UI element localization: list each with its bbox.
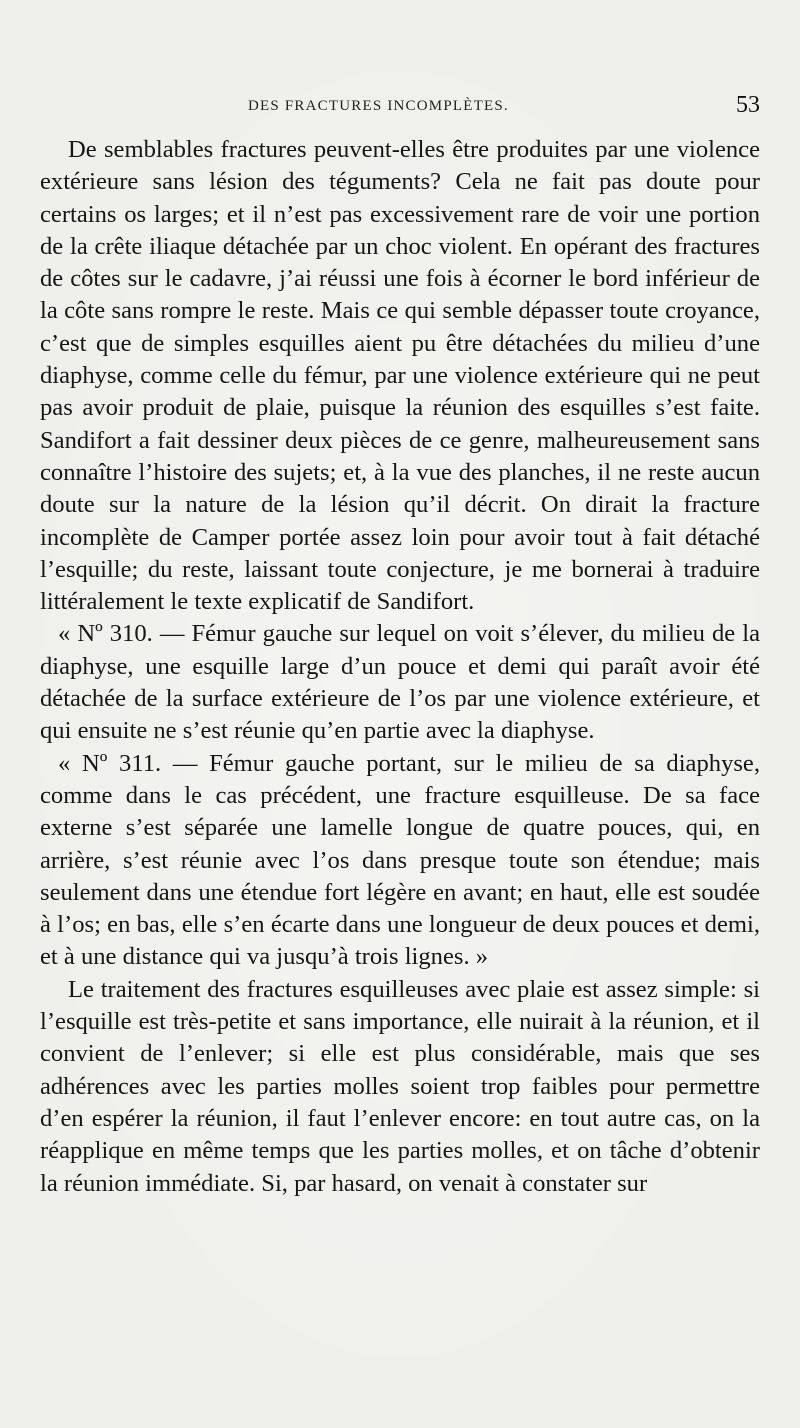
quote-paragraph: « Nº 310. — Fémur gauche sur lequel on voit s’élever, du milieu de la diaphyse, une esquille large d’un pouce et demi qui paraît avoir été détachée de la surface extérieure de l’os par une violence extérieure, et qui ensuite ne s’est réunie qu’en partie avec la diaphyse. bbox=[40, 620, 760, 745]
quote-paragraph: « Nº 311. — Fémur gauche portant, sur le milieu de sa diaphyse, comme dans le cas précédent, une fracture esquilleuse. De sa face externe s’est séparée une lamelle longue de quatre pouces, qui, en arrière, s’est réunie avec l’os dans presque toute son étendue; mais seulement dans une étendue fort légère en avant; en haut, elle est soudée à l’os; en bas, elle s’en écarte dans une longueur de deux pouces et demi, et à une distance qui va jusqu’à trois lignes. » bbox=[40, 749, 760, 971]
page-number: 53 bbox=[736, 92, 760, 118]
running-head: DES FRACTURES INCOMPLÈTES. bbox=[248, 98, 509, 114]
paragraph: De semblables fractures peuvent-elles être produites par une violence extérieure sans lésion des téguments? Cela ne fait pas doute pour certains os larges; et il n’est pas excessivement rare de voir une portion de la crête iliaque détachée par un choc violent. En opérant des fractures de côtes sur le cadavre, j’ai réussi une fois à écorner le bord inférieur de la côte sans rompre le reste. Mais ce qui semble dépasser toute croyance, c’est que de simples esquilles aient pu être détachées du milieu d’une diaphyse, comme celle du fémur, par une violence extérieure qui ne peut pas avoir produit de plaie, puisque la réunion des esquilles s’est faite. Sandifort a fait dessiner deux pièces de ce genre, malheureusement sans connaître l’histoire des sujets; et, à la vue des planches, il ne reste aucun doute sur la nature de la lésion qu’il décrit. On dirait la fracture incomplète de Camper portée assez loin pour avoir tout à fait détaché l’esquille; du reste, laissant toute conjecture, je me bornerai à traduire littéralement le texte explicatif de Sandifort. bbox=[40, 136, 760, 616]
page-header bbox=[40, 92, 760, 122]
body-text bbox=[40, 134, 760, 1200]
paragraph: Le traitement des fractures esquilleuses avec plaie est assez simple: si l’esquille est très-petite et sans importance, elle nuirait à la réunion, et il convient de l’enlever; si elle est plus considérable, mais que ses adhérences avec les parties molles soient trop faibles pour permettre d’en espérer la réunion, il faut l’enlever encore: en tout autre cas, on la réapplique en même temps que les parties molles, et on tâche d’obtenir la réunion immédiate. Si, par hasard, on venait à constater sur bbox=[40, 975, 760, 1197]
